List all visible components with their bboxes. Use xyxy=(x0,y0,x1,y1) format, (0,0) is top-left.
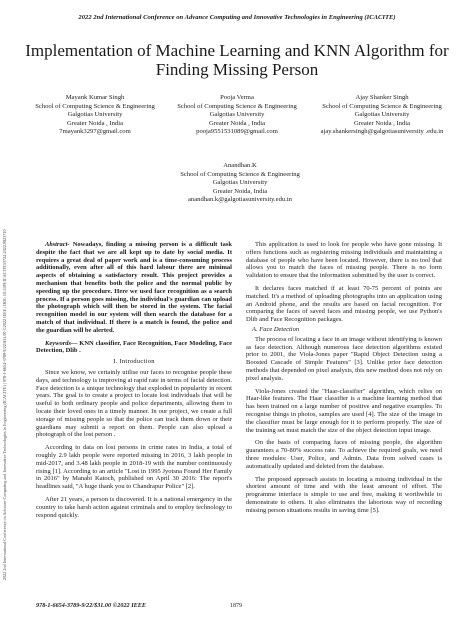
author-block-4 xyxy=(150,162,330,205)
author-city: Greater Noida , India xyxy=(66,119,124,127)
author-city: Greater Noida , India xyxy=(208,119,266,127)
side-doi-text: 2022 2nd International Conference on Advance Computing and Innovative Technologies in Engineering (ICACITE) | 978-1-6654-3789-9/22/$31.00 ©2022 IEEE | DOI: 10.1109/ICACITE53722.2022.9823710 xyxy=(2,229,7,580)
right-column xyxy=(246,241,442,515)
author-city: Greater Noida , India xyxy=(353,119,411,127)
author-univ: Galgotias University xyxy=(212,179,268,187)
body-paragraph: It declares faces matched if at least 70-75 percent of points are matched. It's a method of uploading photographs into an application using an Android phone, and the results are based on facial recognition. For comparing the faces of saved faces and missing people, we use Python's Dlib and Face Recognition packages. xyxy=(246,284,442,324)
abstract-paragraph xyxy=(36,241,232,335)
keywords-label: Keywords— xyxy=(45,339,78,347)
author-email: anandhan.k@galgotiasuniversity.edu.in xyxy=(188,196,292,204)
side-doi-strip xyxy=(2,60,11,580)
body-paragraph: The process of locating a face in an image without identifying is known as face detection. Although numerous face detection algorithms existed prior to 2001, the Viola-Jones paper "Rapid Object Detection using a Boosted Cascade of Simple Features" [3]. Unlike prior face detection methods that depended on pixel analysis, this new method does not rely on pixel analysis. xyxy=(246,335,442,382)
paper-title: Implementation of Machine Learning and KNN Algorithm for Finding Missing Person xyxy=(25,41,449,79)
author-dept: School of Computing Science & Engineering xyxy=(180,170,300,178)
body-paragraph: After 21 years, a person is discovered. It is a national emergency in the country to take harsh action against criminals and to employ technology to respond quickly. xyxy=(36,495,232,519)
author-dept: School of Computing Science & Engineering xyxy=(322,102,442,110)
author-email: pooja9551531089@gmail.com xyxy=(196,128,278,136)
page-number: 1879 xyxy=(230,603,242,609)
body-paragraph: Since we know, we certainly utilise our faces to recognise people these days, and technology is improving at rapid rate in terms of facial detection. Face detection is a unique technology that exploded in popularity in recent years. The goal is to create a project to locate lost individuals that will be useful to both ordinary people and police departments, allowing them to locate their loved ones in a timely manner. In our project, we create a full storage of missing people so that the police can track them down or their guardians may submit a report on them. People can also upload a photograph of the lost person . xyxy=(36,368,232,439)
author-univ: Galgotias University xyxy=(354,111,410,119)
author-email: 7mayank3297@gmail.com xyxy=(59,128,131,136)
author-dept: School of Computing Science & Engineering xyxy=(177,102,297,110)
author-dept: School of Computing Science & Engineering xyxy=(35,102,155,110)
body-paragraph: On the basis of comparing faces of missing people, the algorithm guarantees a 70-80% success rate. To achieve the required goals, we need three modules: User, Police, and Admin. Data from solved cases is automatically updated and deleted from the database. xyxy=(246,439,442,470)
subsection-heading-face-detection: A. Face Detection xyxy=(252,325,300,333)
author-name: Anandhan.K xyxy=(223,162,257,169)
author-name: Mayank Kumar Singh xyxy=(65,94,125,101)
body-paragraph: According to data on lost persons in crime rates in India, a total of roughly 2.9 lakh people were reported missing in 2016, 3 lakh people in mid-2017, and 3.48 lakh people in 2018-19 with the number continuously rising [1]. According to an article "Lost in 1995 Jyotsna Found Her Family in 2016" by Manabi Katoch, published on April 30 2016: The report's headlines said, "A huge thank you to Chandrapur Police" [2]. xyxy=(36,444,232,491)
author-univ: Galgotias University xyxy=(209,111,265,119)
keywords-text: KNN classifier, Face Recognition, Face Modeling, Face Detection, Dlib . xyxy=(36,339,232,355)
abstract-label: Abstract- xyxy=(45,241,70,248)
keywords-paragraph xyxy=(36,340,232,356)
author-name: Ajay Shanker Singh xyxy=(355,94,409,101)
abstract-text: Nowadays, finding a missing person is a difficult task despite the fact that we are all kept up to date by social media. It requires a great deal of paper work and is a time-consuming process additionally, even after all of this hard labour there are minimal aspects of obtaining a satisfactory result. This project provides a mechanism that benefits both the police and the normal public by speeding up the procedure. Here we used face recognition as a search process. If a person goes missing, the individual's guardian can upload the photograph which will then be stored in the system. The facial recognition model in our system will then search the database for a match of that individual. If there is a match is found, the police and the guardian will be alerted. xyxy=(36,241,232,334)
author-block-3 xyxy=(312,94,452,137)
body-paragraph: This application is used to look for people who have gone missing. It offers functions such as registering missing individuals and maintaining a database of people who have been located. However, there is no tool that allows you to match the faces of missing people. There is no form validation to ensure that the information submitted by the user is correct. xyxy=(246,241,442,280)
body-paragraph: The proposed approach assists in locating a missing individual in the shortest amount of time and with the least amount of effort. The programme interface is simple to use and free, making it worthwhile to demonstrate to others. It also eliminates the laborious way of recording missing person situations results in saving time [5]. xyxy=(246,475,442,514)
footer-copyright: 978-1-6654-3789-9/22/$31.00 ©2022 IEEE xyxy=(36,602,146,609)
conference-header: 2022 2nd International Conference on Advance Computing and Innovative Technologies in Engineering (ICACITE) xyxy=(78,14,396,21)
author-univ: Galgotias University xyxy=(67,111,123,119)
section-heading-introduction: I. Introduction xyxy=(113,358,155,366)
body-paragraph: Viola-Jones created the "Haar-classifier" algorithm, which relies on Haar-like features. The Haar classifier is a machine learning method that has been trained on a large number of positive and negative examples. To recognise things in photos, samples are used [4]. The size of the image in the classifier must be large enough for it to perform properly. The size of the training set must match the size of the object detection input image. xyxy=(246,387,442,434)
author-name: Pooja Verma xyxy=(220,94,254,101)
author-city: Greater Noida, India xyxy=(212,187,268,195)
left-column xyxy=(36,241,232,519)
author-block-2 xyxy=(172,94,302,137)
author-block-1 xyxy=(30,94,160,137)
author-email: ajay.shankersingh@galgotiasuniversity .edu.in xyxy=(320,128,444,136)
